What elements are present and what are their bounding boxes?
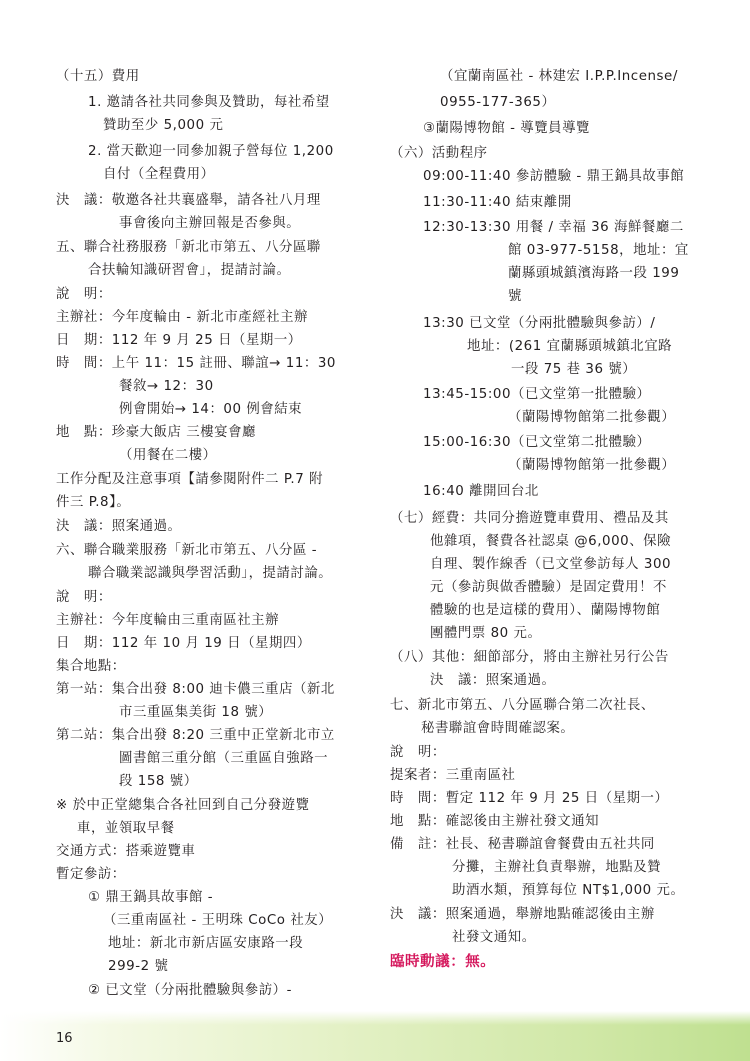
section-7-cont: 自理、製作線香（已文堂參訪每人 300 [430, 557, 672, 572]
explanation-label: 說 明： [56, 287, 112, 302]
schedule-line-cont: （蘭陽博物館第一批參觀） [508, 458, 676, 473]
item-6-heading-cont: 聯合職業認識與學習活動」，提請討論。 [88, 566, 333, 581]
item-7-heading: 七、新北市第五、八分區聯合第二次社長、 [390, 698, 655, 713]
schedule-line-cont: 蘭縣頭城鎮濱海路一段 199 [508, 266, 680, 281]
fee-item-1: 1. 邀請各社共同參與及贊助，每社希望 [88, 95, 330, 110]
date-line: 日 期：112 年 10 月 19 日（星期四） [56, 636, 311, 651]
footer-band [0, 1011, 750, 1061]
resolution-line: 決 議：照案通過，舉辦地點確認後由主辦 [390, 907, 655, 922]
transport-line: 交通方式：搭乘遊覽車 [56, 844, 196, 859]
visit-1-address-cont: 299-2 號 [108, 959, 169, 974]
second-stop-line-cont-2: 段 158 號） [119, 774, 198, 789]
remarks-line: 備 註：社長、秘書聯誼會餐費由五社共同 [390, 837, 655, 852]
section-7-cont: 元（參訪與做香體驗）是固定費用！不 [430, 580, 667, 595]
section-7-cont: 團體門票 80 元。 [430, 626, 542, 641]
visit-3-line: ③蘭陽博物館 - 導覽員導覽 [423, 121, 590, 136]
fee-item-2: 2. 當天歡迎一同參加親子營每位 1,200 [88, 144, 334, 159]
schedule-line: 13:45-15:00（已文堂第一批體驗） [423, 387, 651, 402]
first-stop-line: 第一站：集合出發 8:00 迪卡儂三重店（新北 [56, 682, 335, 697]
visit-1-address: 地址：新北市新店區安康路一段 [108, 936, 304, 951]
note-line: ※ 於中正堂總集合各社回到自己分發遊覽 [56, 798, 310, 813]
schedule-address-line: 地址：(261 宜蘭縣頭城鎮北宜路 [467, 339, 673, 354]
section-7-cont: 體驗的也是這樣的費用）、蘭陽博物館 [430, 603, 661, 618]
page-number: 16 [56, 1031, 73, 1046]
schedule-address-cont: 一段 75 巷 36 號） [511, 362, 637, 377]
date-line: 日 期：112 年 9 月 25 日（星期一） [56, 333, 302, 348]
resolution-line: 決 議：敬邀各社共襄盛舉，請各社八月理 [56, 193, 321, 208]
note-line-cont: 車，並領取早餐 [77, 821, 175, 836]
visit-2-contact-cont: 0955-177-365） [440, 95, 556, 110]
item-5-heading: 五、聯合社務服務「新北市第五、八分區聯 [56, 240, 321, 255]
remarks-line-cont: 分攤，主辦社負責舉辦，地點及贊 [452, 860, 662, 875]
tentative-visits-label: 暫定參訪： [56, 867, 126, 882]
item-5-heading-cont: 合扶輪知識研習會」，提請討論。 [88, 263, 291, 278]
item-6-heading: 六、聯合職業服務「新北市第五、八分區 - [56, 543, 318, 558]
visit-1-line: ① 鼎王鍋具故事館 - [88, 890, 214, 905]
time-line-cont-1: 餐敘→ 12：30 [119, 379, 214, 394]
host-club-line: 主辦社：今年度輪由 - 新北市產經社主辦 [56, 310, 308, 325]
proposer-line: 提案者：三重南區社 [390, 768, 516, 783]
section-8-heading: （八）其他：細節部分，將由主辦社另行公告 [390, 650, 669, 665]
explanation-label: 說 明： [56, 590, 112, 605]
schedule-line-cont: 號 [508, 289, 522, 304]
schedule-line: 16:40 離開回台北 [423, 484, 539, 499]
section-15-heading: （十五）費用 [56, 69, 140, 84]
fee-item-2-cont: 自付（全程費用） [103, 167, 215, 182]
resolution-line-cont: 社發文通知。 [452, 930, 536, 945]
remarks-line-cont: 助酒水類，預算每位 NT$1,000 元。 [452, 883, 685, 898]
schedule-line: 12:30-13:30 用餐 / 幸福 36 海鮮餐廳二 [423, 220, 684, 235]
meeting-point-label: 集合地點： [56, 659, 126, 674]
work-assignment-line: 工作分配及注意事項【請參閱附件二 P.7 附 [56, 472, 324, 487]
schedule-line: 09:00-11:40 參訪體驗 - 鼎王鍋具故事館 [423, 169, 685, 184]
fee-item-1-cont: 贊助至少 5,000 元 [103, 118, 224, 133]
schedule-line: 11:30-11:40 結束離開 [423, 195, 572, 210]
visit-1-contact: （三重南區社 - 王明珠 CoCo 社友） [103, 913, 333, 928]
resolution-line: 決 議：照案通過。 [56, 519, 182, 534]
item-7-heading-cont: 秘書聯誼會時間確認案。 [421, 721, 575, 736]
extempore-motion-heading: 臨時動議：無。 [390, 954, 496, 970]
time-line: 時 間：上午 11：15 註冊、聯誼→ 11：30 [56, 356, 336, 371]
schedule-line: 15:00-16:30（已文堂第二批體驗） [423, 435, 651, 450]
venue-line-cont: （用餐在二樓） [119, 448, 217, 463]
section-6-heading: （六）活動程序 [390, 146, 488, 161]
venue-line: 地 點：珍豪大飯店 三樓宴會廳 [56, 425, 256, 440]
time-line: 時 間：暫定 112 年 9 月 25 日（星期一） [390, 791, 669, 806]
first-stop-line-cont: 市三重區集美街 18 號） [119, 705, 273, 720]
resolution-line-cont: 事會後向主辦回報是否參與。 [119, 216, 301, 231]
work-assignment-cont: 件三 P.8】。 [56, 495, 131, 510]
schedule-line: 13:30 已文堂（分兩批體驗與參訪）/ [423, 316, 656, 331]
section-7-cont: 他雜項，餐費各社認桌 @6,000、保險 [430, 534, 672, 549]
visit-2-line: ② 已文堂（分兩批體驗與參訪）- [88, 983, 292, 998]
location-line: 地 點：確認後由主辦社發文通知 [390, 814, 600, 829]
second-stop-line-cont-1: 圖書館三重分館（三重區自強路一 [119, 751, 329, 766]
schedule-line-cont: 館 03-977-5158，地址：宜 [508, 243, 689, 258]
time-line-cont-2: 例會開始→ 14：00 例會結束 [119, 402, 303, 417]
resolution-line: 決 議：照案通過。 [430, 673, 556, 688]
second-stop-line: 第二站：集合出發 8:20 三重中正堂新北市立 [56, 728, 335, 743]
visit-2-contact: （宜蘭南區社 - 林建宏 I.P.P.Incense/ [440, 69, 678, 84]
explanation-label: 說 明： [390, 745, 446, 760]
schedule-line-cont: （蘭陽博物館第二批參觀） [508, 410, 676, 425]
host-club-line: 主辦社：今年度輪由三重南區社主辦 [56, 613, 280, 628]
section-7-heading: （七）經費：共同分擔遊覽車費用、禮品及其 [390, 511, 669, 526]
